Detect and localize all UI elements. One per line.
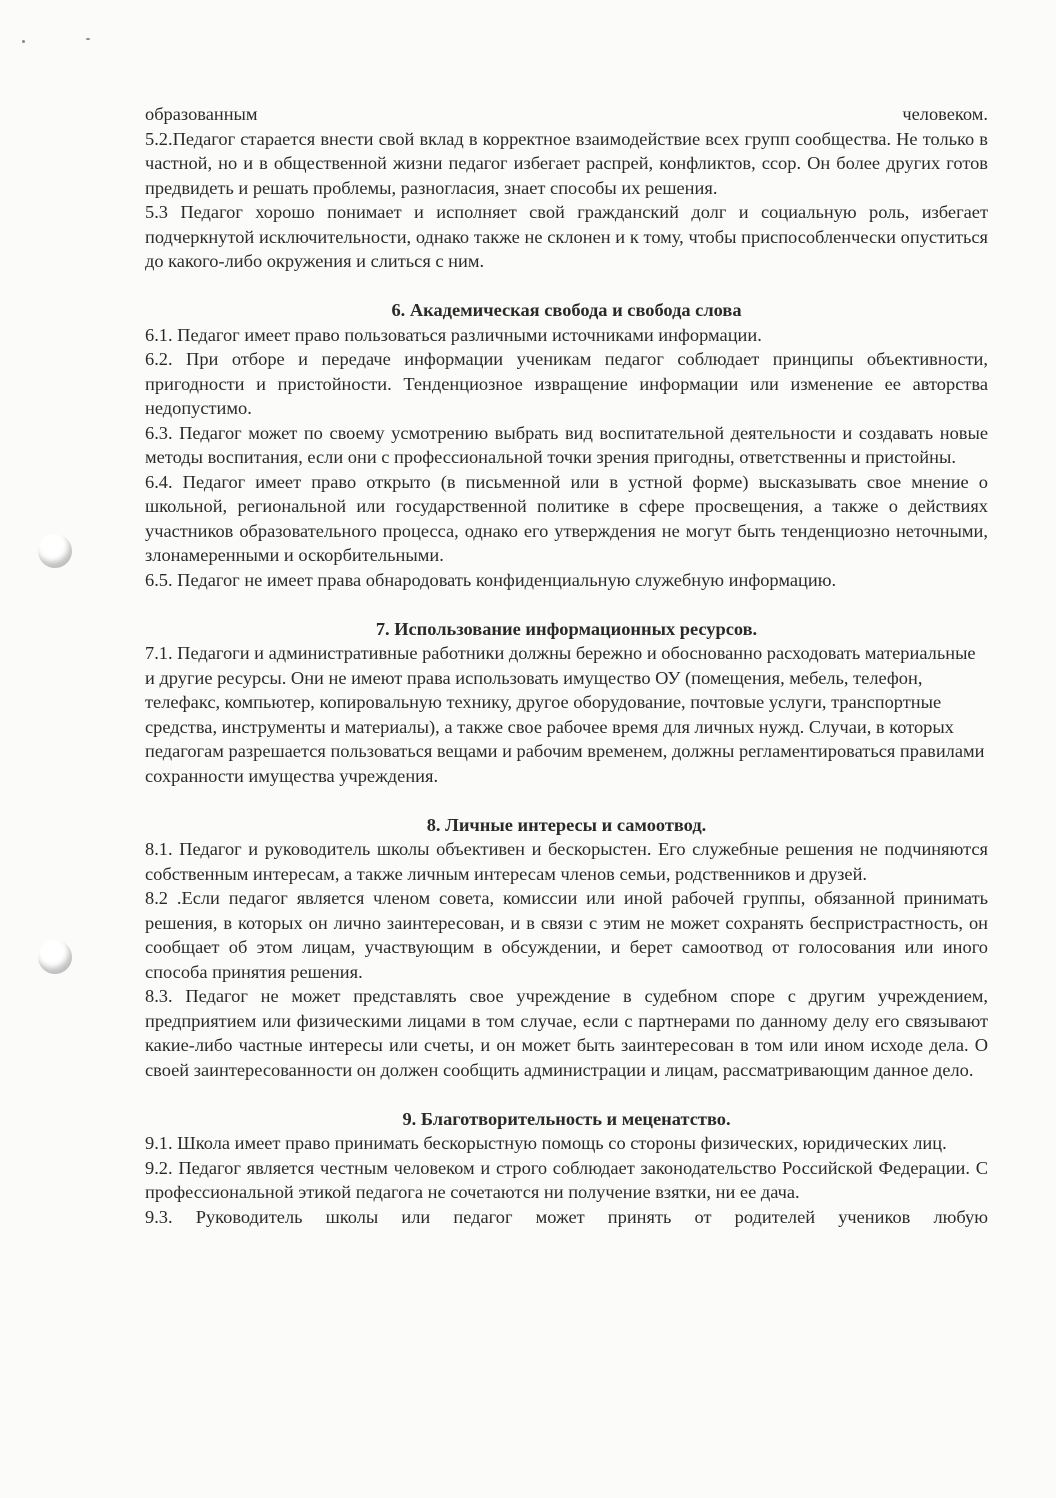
paragraph-continued: образованным человеком. xyxy=(145,104,988,124)
paragraph-9-1: 9.1. Школа имеет право принимать бескорыстную помощь со стороны физических, юридических лиц. xyxy=(145,1133,947,1153)
document-page xyxy=(145,102,988,1229)
paragraph-6-5: 6.5. Педагог не имеет права обнародовать конфиденциальную служебную информацию. xyxy=(145,569,837,590)
paragraph-6-1: 6.1. Педагог имеет право пользоваться различными источниками информации. xyxy=(145,324,762,345)
section-8 xyxy=(145,813,988,1083)
section-5-continued xyxy=(145,102,988,274)
paragraph-6-3: 6.3. Педагог может по своему усмотрению выбрать вид воспитательной деятельности и создавать новые методы воспитания, если они с профессиональной точки зрения пригодны, ответственны и пристойны. xyxy=(145,422,988,467)
section-heading: 9. Благотворительность и меценатство. xyxy=(402,1108,731,1129)
section-6 xyxy=(145,298,988,592)
paragraph-8-2: 8.2 .Если педагог является членом совета, комиссии или иной рабочей группы, обязанной принимать решения, в которых он лично заинтересован, и в связи с этим не может сохранять беспристрастность, он сообщает об этом лицам, участвующим в обсуждении, и берет самоотвод от голосования или иного способа принятия решения. xyxy=(145,888,988,982)
paragraph-9-3: 9.3. Руководитель школы или педагог может принять от родителей учеников любую xyxy=(145,1206,988,1227)
section-7 xyxy=(145,617,988,789)
paragraph-9-2: 9.2. Педагог является честным человеком и строго соблюдает законодательство Российской Федерации. С профессиональной этикой педагога не сочетаются ни получение взятки, ни ее дача. xyxy=(145,1157,988,1202)
paragraph-8-3: 8.3. Педагог не может представлять свое учреждение в судебном споре с другим учреждением, предприятием или физическими лицами в том случае, если с партнерами по данному делу его связывают какие-либо частные интересы или счеты, и он может быть заинтересован в том или ином исходе дела. О своей заинтересованности он должен сообщить администрации и лицам, рассматривающим данное дело. xyxy=(145,986,988,1080)
section-heading: 7. Использование информационных ресурсов. xyxy=(375,618,758,639)
punch-hole xyxy=(38,534,72,568)
punch-hole xyxy=(38,940,72,974)
section-9 xyxy=(145,1107,988,1230)
paragraph-6-4: 6.4. Педагог имеет право открыто (в письменной или в устной форме) высказывать свое мнение о школьной, региональной или государственной политике в сфере просвещения, а также о действиях участников образовательного процесса, однако его утверждения не могут быть тенденциозно неточными, злонамеренными и оскорбительными. xyxy=(145,471,988,565)
section-heading: 8. Личные интересы и самоотвод. xyxy=(426,814,707,835)
paragraph-5-3: 5.3 Педагог хорошо понимает и исполняет свой гражданский долг и социальную роль, избегает подчеркнутой исключительности, однако также не склонен и к тому, чтобы приспособленчески опуститься до какого-либо окружения и слиться с ним. xyxy=(145,202,988,271)
paragraph-7-1: 7.1. Педагоги и административные работники должны бережно и обоснованно расходовать материальные и другие ресурсы. Они не имеют права использовать имущество ОУ (помещения, мебель, телефон, телефакс, компьютер, копировальную технику, другое оборудование, почтовые услуги, транспортные средства, инструменты и материалы), а также свое рабочее время для личных нужд. Случаи, в которых педагогам разрешается пользоваться вещами и рабочим временем, должны регламентироваться правилами сохранности имущества учреждения. xyxy=(145,643,985,786)
paragraph-6-2: 6.2. При отборе и передаче информации ученикам педагог соблюдает принципы объективности, пригодности и пристойности. Тенденциозное извращение информации или изменение ее авторства недопустимо. xyxy=(145,349,988,418)
paragraph-5-2: 5.2.Педагог старается внести свой вклад в корректное взаимодействие всех групп сообщества. Не только в частной, но и в общественной жизни педагог избегает распрей, конфликтов, ссор. Он более других готов предвидеть и решать проблемы, разногласия, знает способы их решения. xyxy=(145,128,988,198)
scan-speck xyxy=(22,40,25,43)
scan-speck xyxy=(86,38,90,40)
section-heading: 6. Академическая свобода и свобода слова xyxy=(391,300,742,320)
paragraph-8-1: 8.1. Педагог и руководитель школы объективен и бескорыстен. Его служебные решения не подчиняются собственным интересам, а также личным интересам членов семьи, родственников и друзей. xyxy=(145,839,988,884)
